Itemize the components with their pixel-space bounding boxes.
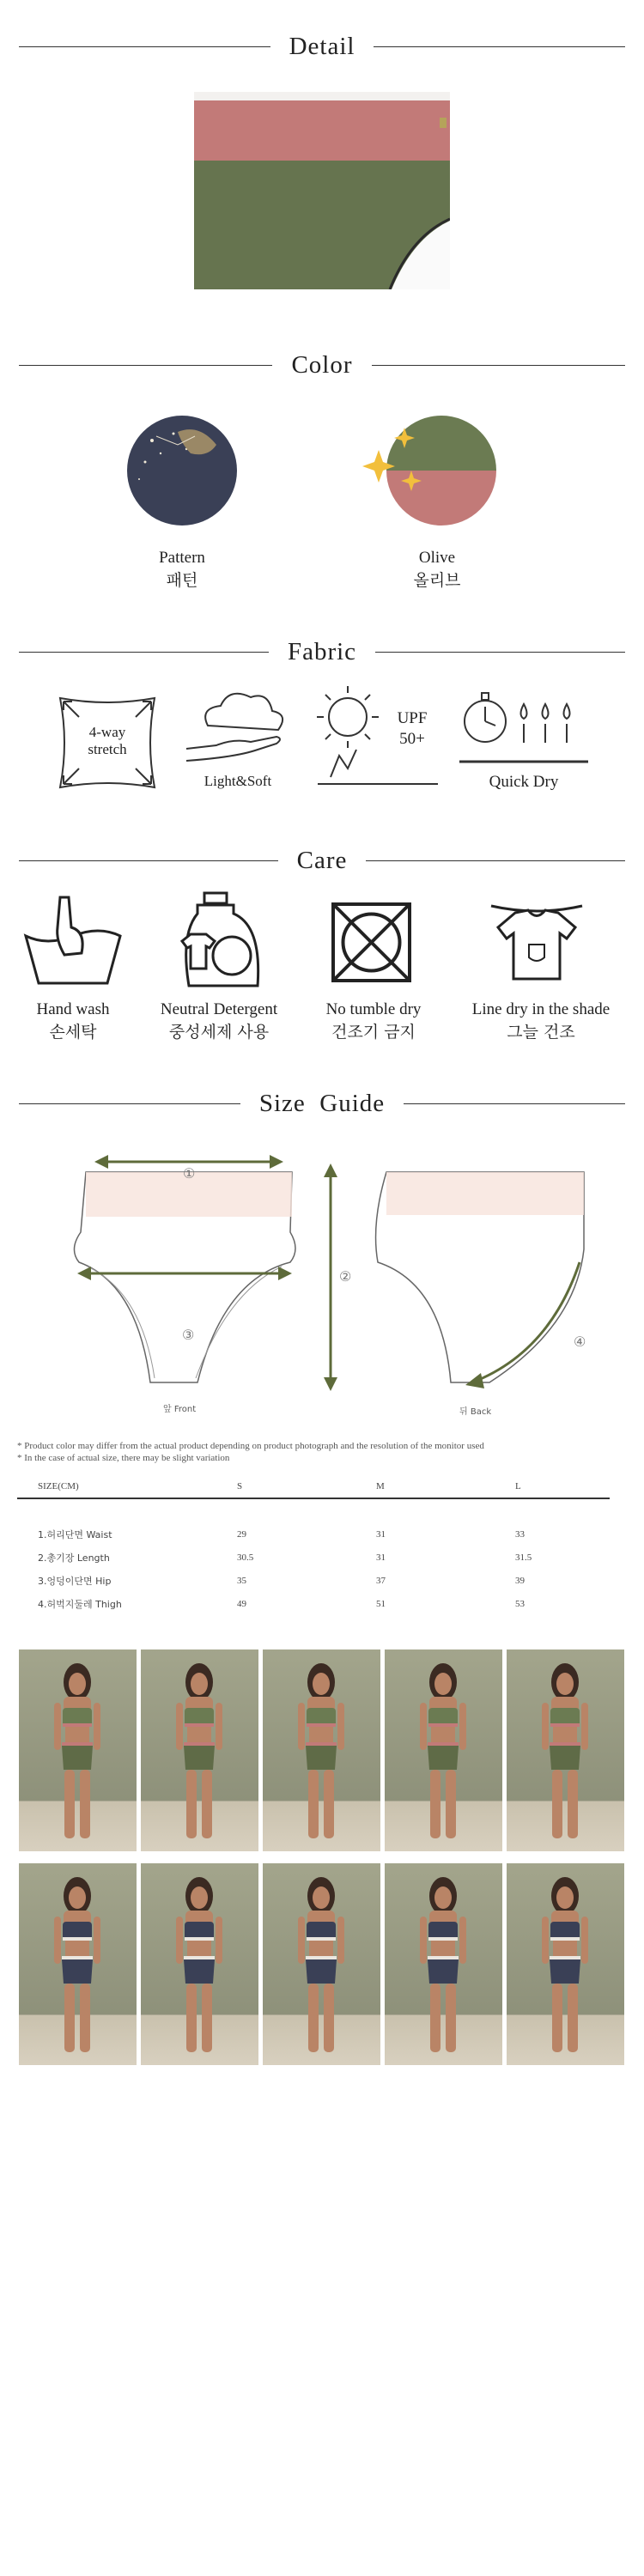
- color-pattern-label: [96, 547, 268, 592]
- size-diagram: [69, 1121, 601, 1421]
- front-label: 앞 Front: [163, 1405, 197, 1414]
- color-name-en: Olive: [418, 549, 456, 567]
- size-header-l: L: [515, 1480, 521, 1492]
- size-cell: 31.5: [515, 1552, 532, 1563]
- size-cell: 49: [237, 1598, 246, 1609]
- no-tumble-dry-icon: [331, 902, 412, 983]
- size-cell: 53: [515, 1598, 525, 1609]
- detergent-icon: [172, 891, 266, 990]
- color-name-ko: 올리브: [413, 571, 461, 590]
- swatch-pattern: [126, 415, 238, 526]
- table-row: [17, 1546, 610, 1569]
- care-hand-wash: [0, 999, 146, 1043]
- size-table: [17, 1474, 610, 1615]
- stretch-icon: [52, 691, 163, 794]
- size-row-label: 2.총기장 Length: [38, 1552, 110, 1564]
- size-notes: [17, 1440, 627, 1464]
- light-soft-label: Light&Soft: [204, 773, 272, 789]
- size-row-label: 3.엉덩이단면 Hip: [38, 1575, 112, 1587]
- table-row: [17, 1522, 610, 1546]
- care-label-en: Hand wash: [36, 1000, 110, 1018]
- model-photo: [385, 1863, 502, 2065]
- model-photo: [507, 1863, 624, 2065]
- line-dry-icon: [489, 897, 584, 983]
- care-no-tumble: [301, 999, 447, 1043]
- size-row-label: 1.허리단면 Waist: [38, 1528, 112, 1540]
- section-title-size-guide: Size Guide: [258, 1089, 386, 1117]
- size-cell: 33: [515, 1528, 525, 1540]
- model-photo: [19, 1649, 137, 1851]
- size-cell: 51: [376, 1598, 386, 1609]
- care-label-en: Line dry in the shade: [471, 1000, 611, 1018]
- sun-uv-icon: [313, 683, 442, 790]
- color-olive-label: [351, 547, 523, 592]
- size-cell: 31: [376, 1528, 386, 1540]
- stretch-label-1: 4-way: [88, 724, 126, 740]
- detail-fabric-photo: [194, 92, 450, 289]
- size-header-m: M: [376, 1480, 385, 1492]
- size-cell: 37: [376, 1575, 386, 1586]
- color-name-ko: 패턴: [166, 571, 198, 590]
- section-title-care: Care: [296, 846, 348, 874]
- cloud-hand-icon: [182, 687, 294, 769]
- section-title-color: Color: [291, 350, 353, 379]
- color-name-en: Pattern: [159, 549, 205, 567]
- model-photo: [507, 1649, 624, 1851]
- marker-2: ②: [339, 1270, 352, 1285]
- note-size: * In the case of actual size, there may be slight variation: [17, 1453, 230, 1463]
- model-photo: [19, 1863, 137, 2065]
- section-title-fabric: Fabric: [287, 637, 357, 665]
- swatch-olive: [360, 412, 497, 529]
- size-guide-header: [0, 1086, 644, 1121]
- care-header: [0, 843, 644, 878]
- fabric-header: [0, 635, 644, 669]
- size-cell: 29: [237, 1528, 246, 1540]
- care-label-en: No tumble dry: [325, 1000, 422, 1018]
- hand-wash-icon: [21, 893, 125, 987]
- back-label: 뒤 Back: [459, 1407, 492, 1417]
- size-cell: 30.5: [237, 1552, 254, 1563]
- marker-1: ①: [183, 1167, 196, 1182]
- model-photo: [385, 1649, 502, 1851]
- model-photo: [141, 1649, 258, 1851]
- size-row-label: 4.허벅지둘레 Thigh: [38, 1598, 122, 1610]
- upf-label-1: UPF: [397, 709, 428, 727]
- quick-dry-label: Quick Dry: [489, 773, 559, 791]
- table-row: [17, 1592, 610, 1615]
- marker-3: ③: [182, 1328, 195, 1343]
- stopwatch-icon: [459, 683, 588, 769]
- marker-4: ④: [574, 1335, 586, 1350]
- table-row: [17, 1569, 610, 1592]
- size-cell: 31: [376, 1552, 386, 1563]
- care-detergent: [137, 999, 301, 1043]
- care-line-dry: [451, 999, 631, 1043]
- care-label-ko: 손세탁: [49, 1023, 97, 1042]
- care-label-ko: 그늘 건조: [507, 1023, 575, 1042]
- detail-header: [0, 29, 644, 64]
- care-label-ko: 중성세제 사용: [168, 1023, 270, 1042]
- note-color: * Product color may differ from the actual product depending on product photograph and the resolution of the monitor used: [17, 1441, 484, 1451]
- color-header: [0, 348, 644, 382]
- upf-label-2: 50+: [399, 730, 425, 748]
- size-header-s: S: [237, 1480, 243, 1492]
- model-photo: [263, 1649, 380, 1851]
- model-photo: [141, 1863, 258, 2065]
- stretch-label-2: stretch: [88, 741, 127, 757]
- size-cell: 35: [237, 1575, 246, 1586]
- size-header-label: SIZE(CM): [38, 1480, 79, 1492]
- length-arrow: [324, 1163, 337, 1391]
- size-cell: 39: [515, 1575, 525, 1586]
- care-label-en: Neutral Detergent: [160, 1000, 278, 1018]
- model-photo: [263, 1863, 380, 2065]
- section-title-detail: Detail: [289, 32, 355, 60]
- care-label-ko: 건조기 금지: [331, 1023, 416, 1042]
